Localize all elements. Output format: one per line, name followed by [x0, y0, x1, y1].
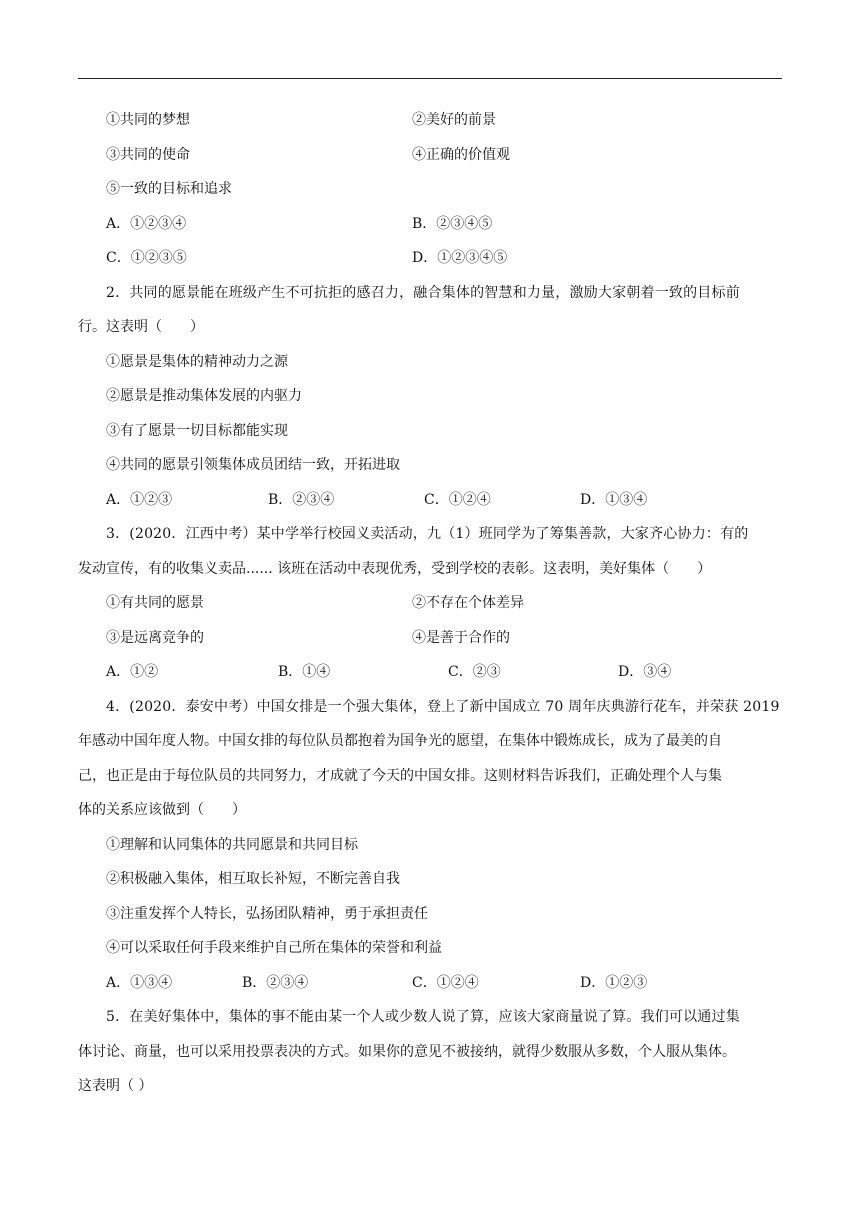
q1-option-1: ①共同的梦想: [106, 112, 190, 128]
q4-option-2: ②积极融入集体，相互取长补短，不断完善自我: [106, 871, 400, 887]
q3-stem-line-1: 3．(2020．江西中考）某中学举行校园义卖活动，九（1）班同学为了筹集善款，大家齐心协力：有的: [106, 526, 749, 542]
q1-option-4: ④正确的价值观: [412, 147, 510, 163]
q4-option-3: ③注重发挥个人特长，弘扬团队精神，勇于承担责任: [106, 906, 428, 922]
q3-choice-a[interactable]: A．①②: [106, 664, 159, 680]
q5-stem-line-2: 体讨论、商量，也可以采用投票表决的方式。如果你的意见不被接纳，就得少数服从多数，个人服从集体。: [78, 1044, 736, 1060]
q2-choice-c[interactable]: C．①②④: [424, 492, 491, 508]
q4-choice-a[interactable]: A．①③④: [106, 975, 173, 991]
q3-choice-d[interactable]: D．③④: [618, 664, 672, 680]
q4-stem-line-2: 年感动中国年度人物。中国女排的每位队员都抱着为国争光的愿望，在集体中锻炼成长，成为了最美的自: [78, 733, 722, 749]
q3-stem-line-2: 发动宣传，有的收集义卖品...... 该班在活动中表现优秀，受到学校的表彰。这表明，美好集体（ ）: [78, 561, 712, 577]
header-rule: [78, 78, 782, 79]
q3-choice-b[interactable]: B．①④: [278, 664, 331, 680]
q1-option-3: ③共同的使命: [106, 147, 190, 163]
q4-stem-line-1: 4．(2020．泰安中考）中国女排是一个强大集体，登上了新中国成立 70 周年庆典游行花车，并荣获 2019: [106, 699, 780, 715]
q2-choice-b[interactable]: B．②③④: [268, 492, 335, 508]
q2-option-4: ④共同的愿景引领集体成员团结一致，开拓进取: [106, 457, 400, 473]
q1-option-2: ②美好的前景: [412, 112, 496, 128]
q5-stem-line-3: 这表明（ ）: [78, 1078, 153, 1094]
q1-option-5: ⑤一致的目标和追求: [106, 181, 232, 197]
q2-stem-line-1: 2．共同的愿景能在班级产生不可抗拒的感召力，融合集体的智慧和力量，激励大家朝着一致的目标前: [106, 285, 740, 301]
q2-choice-d[interactable]: D．①③④: [580, 492, 648, 508]
q1-choice-a[interactable]: A．①②③④: [106, 216, 187, 232]
q2-choice-a[interactable]: A．①②③: [106, 492, 173, 508]
q3-option-4: ④是善于合作的: [412, 630, 510, 646]
q3-option-2: ②不存在个体差异: [412, 595, 524, 611]
q4-option-1: ①理解和认同集体的共同愿景和共同目标: [106, 837, 358, 853]
q3-choice-c[interactable]: C．②③: [448, 664, 501, 680]
q4-choice-b[interactable]: B．②③④: [242, 975, 309, 991]
q2-option-3: ③有了愿景一切目标都能实现: [106, 423, 288, 439]
q2-option-2: ②愿景是推动集体发展的内驱力: [106, 388, 302, 404]
q3-option-1: ①有共同的愿景: [106, 595, 204, 611]
q1-choice-c[interactable]: C．①②③⑤: [106, 250, 187, 266]
q1-choice-d[interactable]: D．①②③④⑤: [412, 250, 508, 266]
q4-option-4: ④可以采取任何手段来维护自己所在集体的荣誉和利益: [106, 940, 442, 956]
q2-option-1: ①愿景是集体的精神动力之源: [106, 354, 288, 370]
q4-choice-c[interactable]: C．①②④: [412, 975, 479, 991]
q4-choice-d[interactable]: D．①②③: [580, 975, 648, 991]
q3-option-3: ③是远离竞争的: [106, 630, 204, 646]
q1-choice-b[interactable]: B．②③④⑤: [412, 216, 493, 232]
q5-stem-line-1: 5．在美好集体中，集体的事不能由某一个人或少数人说了算，应该大家商量说了算。我们可以通过集: [106, 1009, 740, 1025]
q4-stem-line-4: 体的关系应该做到（ ）: [78, 802, 246, 818]
q4-stem-line-3: 己，也正是由于每位队员的共同努力，才成就了今天的中国女排。这则材料告诉我们，正确处理个人与集: [78, 768, 722, 784]
q2-stem-line-2: 行。这表明（ ）: [78, 319, 204, 335]
